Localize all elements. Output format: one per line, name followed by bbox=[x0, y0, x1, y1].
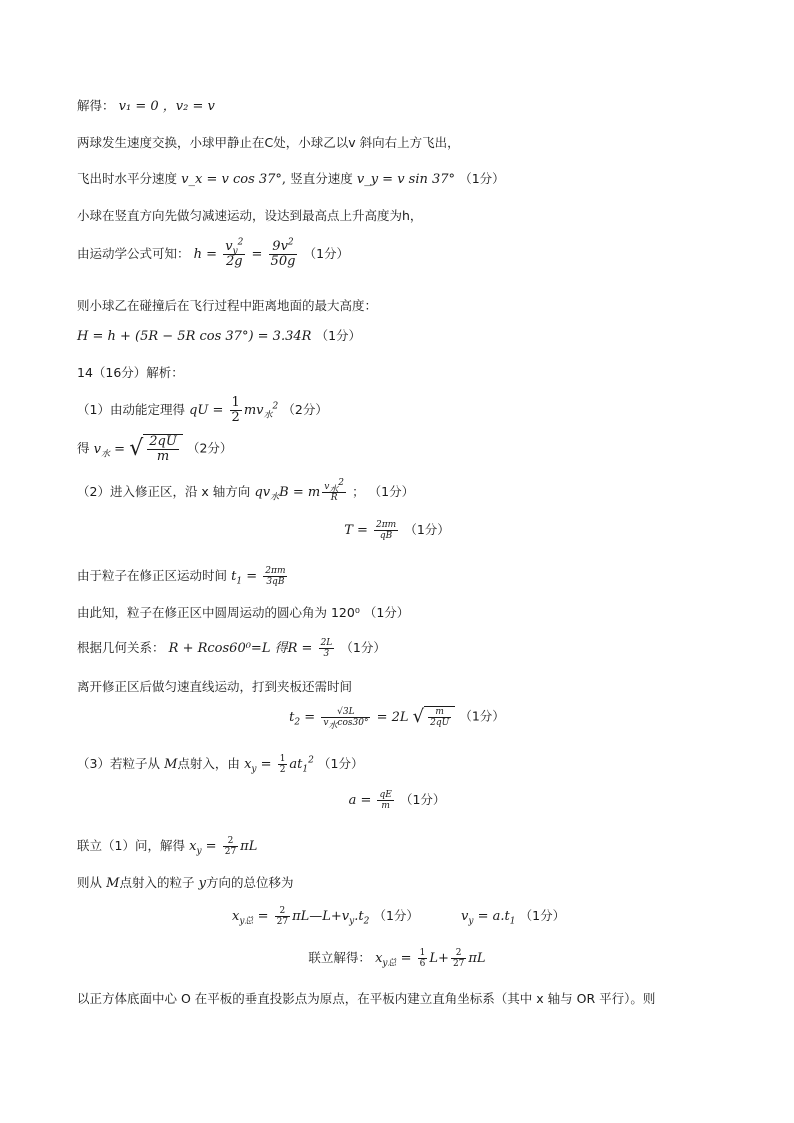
formula-h: h = $\frac{v_y^2}{2g}$ = $\frac{9v^2}{50g}$ bbox=[193, 237, 296, 269]
solution-line-13: 由于粒子在修正区运动时间 $t_1$ = $\frac{2\pi m}{3qB}$ bbox=[77, 566, 286, 587]
problem-14-heading: 14（16分）解析： bbox=[77, 365, 184, 380]
solution-line-1: 解得： v₁ = 0 ，v₂ = v bbox=[77, 98, 215, 114]
solution-line-17: $t_2$ = $\frac{√3L}{v_水\cos 30^\circ}$ = 2L √ $\frac{m}{2qU}$ （1分） bbox=[289, 706, 505, 731]
solution-line-7: H = h + (5R − 5R cos 37°) = 3.34R （1分） bbox=[77, 328, 362, 344]
solution-line-12: T = $\frac{2\pi m}{qB}$ （1分） bbox=[344, 520, 450, 541]
solution-line-16: 离开修正区后做匀速直线运动，打到夹板还需时间 bbox=[77, 679, 353, 694]
solution-line-18: （3）若粒子从 M点射入，由 $x_y$ = $\frac{1}{2}$ $at_1^2$ （1分） bbox=[77, 754, 364, 775]
solution-line-11: （2）进入修正区，沿 x 轴方向 $qv_水B = m$ $\frac{v_水^2}{R}$ ； （1分） bbox=[77, 478, 415, 503]
solution-line-10: 得 $v_水$ = √ $\frac{2qU}{m}$ （2分） bbox=[77, 434, 233, 464]
solution-line-20: 联立（1）问，解得 $x_y$ = $\frac{2}{27}$ πL bbox=[77, 836, 258, 857]
solution-line-19: a = $\frac{qE}{m}$ （1分） bbox=[348, 790, 446, 811]
solution-line-14: 由此知，粒子在修正区中圆周运动的圆心角为 120⁰ （1分） bbox=[77, 605, 410, 620]
solution-line-4: 小球在竖直方向先做匀减速运动，设达到最高点上升高度为h， bbox=[77, 208, 423, 223]
solution-line-23: 联立解得： $x_{y总}$ = $\frac{1}{6}$ L+ $\frac{2}{27}$ πL bbox=[308, 948, 486, 969]
solution-line-21: 则从 M点射入的粒子 y方向的总位移为 bbox=[77, 875, 294, 891]
solution-line-24: 以正方体底面中心 O 在平板的垂直投影点为原点，在平板内建立直角坐标系（其中 x 轴与 OR 平行）。则 bbox=[77, 991, 656, 1006]
solution-line-9: （1）由动能定理得 qU = $\frac{1}{2}$ $mv_水^2$ （2分） bbox=[77, 395, 328, 425]
solution-line-5: 由运动学公式可知： h = $\frac{v_y^2}{2g}$ = $\frac{9v^2}{50g}$ （1分） bbox=[77, 237, 350, 269]
solution-line-6: 则小球乙在碰撞后在飞行过程中距离地面的最大高度： bbox=[77, 298, 378, 313]
solution-line-22: $x_{y总}$ = $\frac{2}{27}$ $\pi L—L+v_y.t_2$ （1分） $v_y = a.t_1$ （1分） bbox=[232, 906, 566, 927]
solution-line-3: 飞出时水平分速度 v_x = v cos 37°, 竖直分速度 v_y = v sin 37° （1分） bbox=[77, 171, 505, 187]
solution-line-15: 根据几何关系： R + Rcos60⁰=L 得R = $\frac{2L}{3}$ （1分） bbox=[77, 638, 386, 659]
solution-line-2: 两球发生速度交换，小球甲静止在C处，小球乙以v 斜向右上方飞出， bbox=[77, 135, 460, 150]
